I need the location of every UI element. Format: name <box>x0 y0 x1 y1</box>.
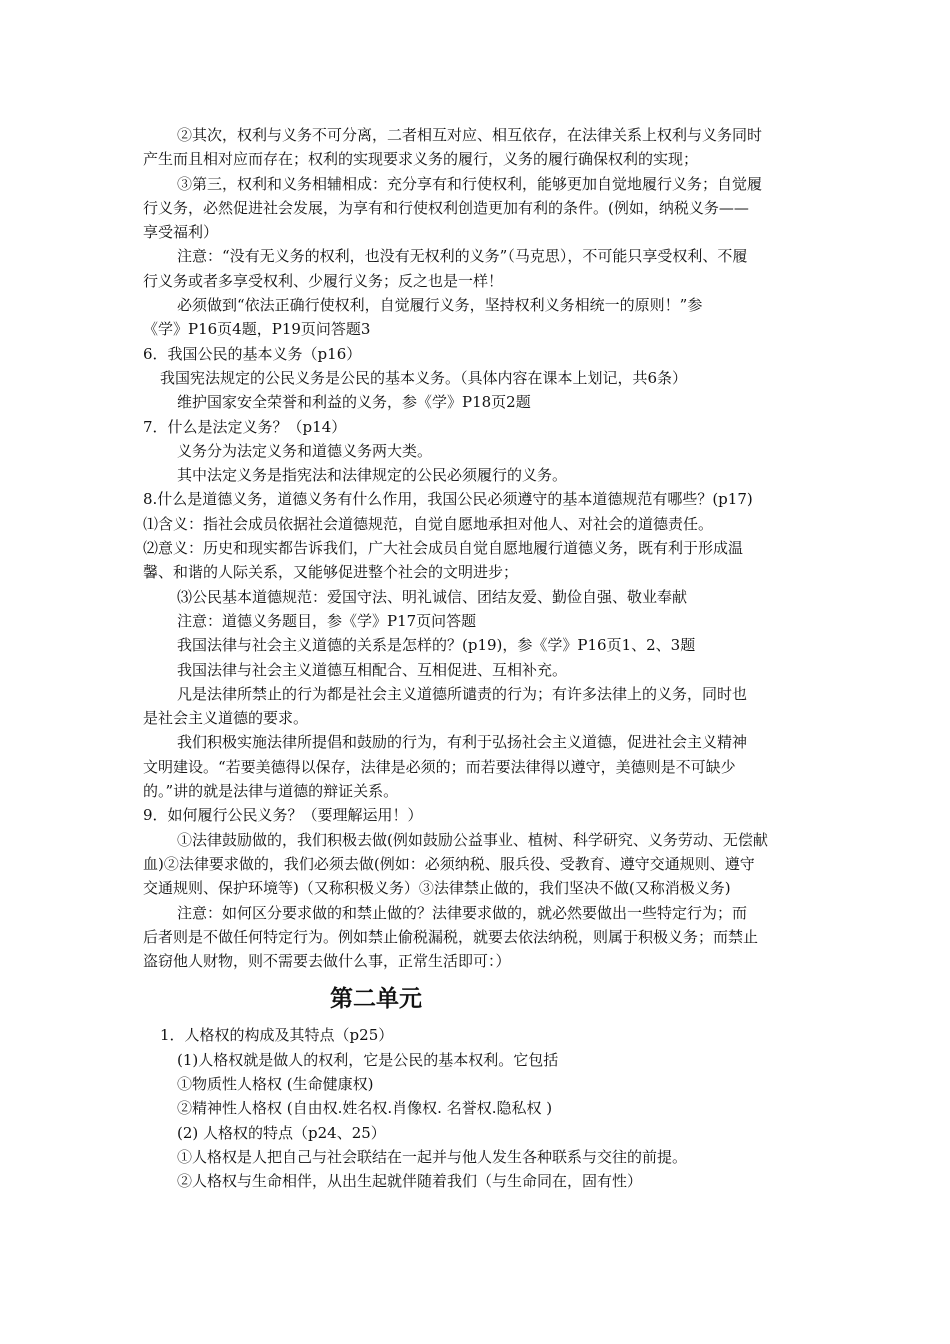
text-line: 我们积极实施法律所提倡和鼓励的行为，有利于弘扬社会主义道德，促进社会主义精神 <box>177 733 748 752</box>
text-line: 维护国家安全荣誉和利益的义务，参《学》P18页2题 <box>177 393 531 412</box>
text-line: ③第三，权利和义务相辅相成：充分享有和行使权利，能够更加自觉地履行义务；自觉履 <box>177 174 763 193</box>
text-line: 9．如何履行公民义务？（要理解运用！） <box>143 806 423 825</box>
document-body <box>143 123 808 1193</box>
text-line: 我国法律与社会主义道德的关系是怎样的？(p19)，参《学》P16页1、2、3题 <box>177 636 696 655</box>
text-line: 文明建设。“若要美德得以保存，法律是必须的；而若要法律得以遵守，美德则是不可缺少 <box>143 757 736 776</box>
text-line: ①法律鼓励做的，我们积极去做(例如鼓励公益事业、植树、科学研究、义务劳动、无偿献 <box>177 830 768 849</box>
text-line: 义务分为法定义务和道德义务两大类。 <box>177 441 433 460</box>
text-line: 其中法定义务是指宪法和法律规定的公民必须履行的义务。 <box>177 466 568 485</box>
text-line: 馨、和谐的人际关系，又能够促进整个社会的文明进步； <box>143 563 519 582</box>
text-line: (2) 人格权的特点（p24、25） <box>177 1123 386 1142</box>
text-line: ①人格权是人把自己与社会联结在一起并与他人发生各种联系与交往的前提。 <box>177 1147 688 1166</box>
text-line: ①物质性人格权 (生命健康权) <box>177 1074 374 1093</box>
text-line: 注意：“没有无义务的权利，也没有无权利的义务”（马克思），不可能只享受权利、不履 <box>177 247 748 266</box>
text-line: 享受福利） <box>143 223 219 242</box>
text-line: 行义务，必然促进社会发展，为享有和行使权利创造更加有利的条件。(例如，纳税义务—— <box>143 198 749 217</box>
section-unit-one-continued <box>143 123 808 973</box>
section-unit-two <box>143 1023 808 1193</box>
text-line: 1．人格权的构成及其特点（p25） <box>160 1026 394 1045</box>
text-line: 产生而且相对应而存在；权利的实现要求义务的履行，义务的履行确保权利的实现； <box>143 150 699 169</box>
text-line: 血)②法律要求做的，我们必须去做(例如：必须纳税、服兵役、受教育、遵守交通规则、遵守 <box>143 854 755 873</box>
text-line: 我国法律与社会主义道德互相配合、互相促进、互相补充。 <box>177 660 568 679</box>
text-line: 《学》P16页4题，P19页问答题3 <box>143 320 371 339</box>
text-line: 8.什么是道德义务，道德义务有什么作用，我国公民必须遵守的基本道德规范有哪些？(p17) <box>143 490 753 509</box>
text-line: ⑶公民基本道德规范：爱国守法、明礼诚信、团结友爱、勤俭自强、敬业奉献 <box>177 587 688 606</box>
text-line: ②其次，权利与义务不可分离，二者相互对应、相互依存，在法律关系上权利与义务同时 <box>177 126 763 144</box>
text-line: 6．我国公民的基本义务（p16） <box>143 344 362 363</box>
text-line: 7．什么是法定义务？（p14） <box>143 417 347 436</box>
text-line: (1)人格权就是做人的权利，它是公民的基本权利。它包括 <box>177 1050 559 1069</box>
text-line: 注意：道德义务题目，参《学》P17页问答题 <box>177 611 477 630</box>
text-line: 行义务或者多享受权利、少履行义务；反之也是一样！ <box>143 271 504 290</box>
text-line: 我国宪法规定的公民义务是公民的基本义务。（具体内容在课本上划记，共6条） <box>160 368 688 387</box>
text-line: 交通规则、保护环境等)（又称积极义务）③法律禁止做的，我们坚决不做(又称消极义务) <box>143 879 731 898</box>
text-line: 盗窃他人财物，则不需要去做什么事，正常生活即可：） <box>143 952 511 971</box>
text-line: 是社会主义道德的要求。 <box>143 709 309 728</box>
text-line: 注意：如何区分要求做的和禁止做的？法律要求做的，就必然要做出一些特定行为；而 <box>177 903 748 922</box>
text-line: 凡是法律所禁止的行为都是社会主义道德所谴责的行为；有许多法律上的义务，同时也 <box>177 684 748 703</box>
text-line: ②人格权与生命相伴，从出生起就伴随着我们（与生命同在，固有性） <box>177 1172 643 1191</box>
text-line: ⑵意义：历史和现实都告诉我们，广大社会成员自觉自愿地履行道德义务，既有利于形成温 <box>143 539 744 558</box>
text-line: 必须做到“依法正确行使权利，自觉履行义务，坚持权利义务相统一的原则！”参 <box>177 296 703 315</box>
text-line: 的。”讲的就是法律与道德的辩证关系。 <box>143 782 399 801</box>
unit-heading: 第二单元 <box>330 986 422 1013</box>
text-line: ⑴含义：指社会成员依据社会道德规范，自觉自愿地承担对他人、对社会的道德责任。 <box>143 514 714 533</box>
text-line: ②精神性人格权 (自由权.姓名权.肖像权. 名誉权.隐私权 ) <box>177 1099 553 1118</box>
text-line: 后者则是不做任何特定行为。例如禁止偷税漏税，就要去依法纳税，则属于积极义务；而禁止 <box>143 927 759 946</box>
